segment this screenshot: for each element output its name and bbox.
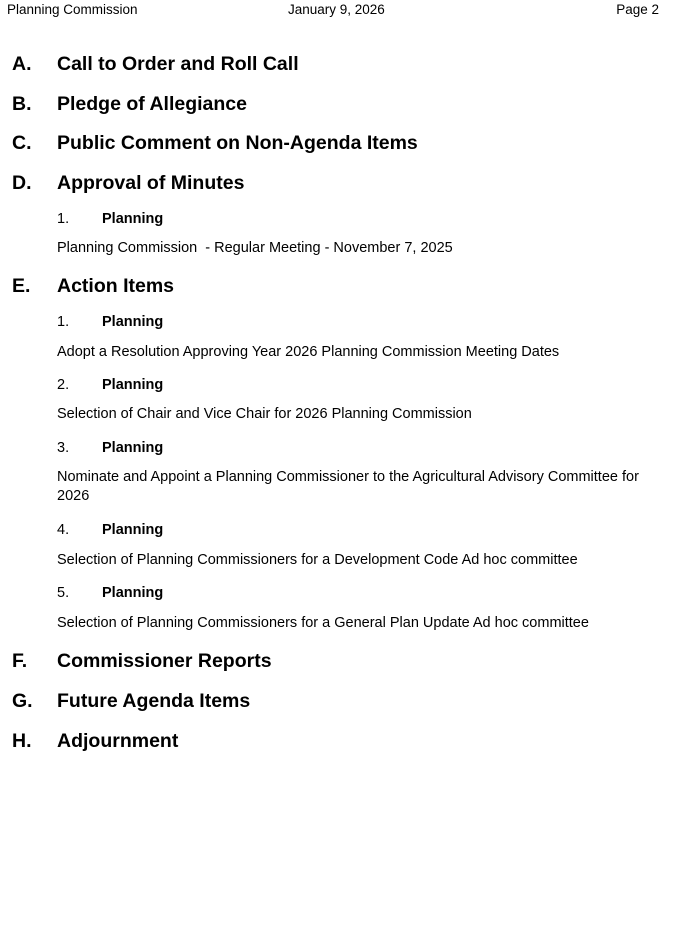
- section-approval-of-minutes: [0, 171, 680, 197]
- item-description: Planning Commission - Regular Meeting - November 7, 2025: [57, 240, 453, 256]
- item-number: 5.: [57, 585, 70, 601]
- item-description: Selection of Chair and Vice Chair for 2026 Planning Commission: [57, 406, 472, 422]
- section-title: Action Items: [57, 275, 175, 297]
- section-letter: E.: [12, 275, 31, 297]
- section-letter: B.: [12, 93, 32, 115]
- agenda-item-head: [0, 313, 680, 331]
- page-header: [0, 2, 680, 20]
- agenda-item-head: [0, 521, 680, 539]
- item-number: 4.: [57, 522, 70, 538]
- item-category: Planning: [102, 314, 164, 330]
- item-description: Selection of Planning Commissioners for a Development Code Ad hoc committee: [57, 552, 578, 568]
- section-letter: D.: [12, 172, 32, 194]
- section-title: Commissioner Reports: [57, 650, 272, 672]
- agenda-item-head: [0, 376, 680, 394]
- header-page-number: Page 2: [616, 2, 659, 17]
- agenda-item-head: [0, 439, 680, 457]
- section-public-comment: [0, 131, 680, 157]
- header-body-name: Planning Commission: [7, 2, 138, 17]
- section-action-items: [0, 274, 680, 300]
- item-category: Planning: [102, 377, 164, 393]
- section-letter: G.: [12, 690, 33, 712]
- agenda-item-head: [0, 584, 680, 602]
- section-pledge: [0, 92, 680, 118]
- item-category: Planning: [102, 585, 164, 601]
- section-letter: F.: [12, 650, 28, 672]
- item-category: Planning: [102, 522, 164, 538]
- agenda-item-head: [0, 210, 680, 228]
- item-number: 3.: [57, 440, 70, 456]
- item-description: Nominate and Appoint a Planning Commissioner to the Agricultural Advisory Committee for 2026: [57, 469, 639, 504]
- item-category: Planning: [102, 440, 164, 456]
- section-letter: H.: [12, 730, 32, 752]
- header-meeting-date: January 9, 2026: [288, 2, 385, 17]
- section-title: Call to Order and Roll Call: [57, 53, 299, 75]
- section-title: Adjournment: [57, 730, 179, 752]
- item-category: Planning: [102, 211, 164, 227]
- section-letter: A.: [12, 53, 32, 75]
- item-number: 1.: [57, 314, 70, 330]
- section-future-agenda-items: [0, 689, 680, 715]
- section-title: Pledge of Allegiance: [57, 93, 247, 115]
- section-title: Future Agenda Items: [57, 690, 251, 712]
- section-title: Public Comment on Non-Agenda Items: [57, 132, 418, 154]
- section-commissioner-reports: [0, 649, 680, 675]
- section-adjournment: [0, 729, 680, 755]
- section-call-to-order: [0, 52, 680, 78]
- section-title: Approval of Minutes: [57, 172, 245, 194]
- item-number: 2.: [57, 377, 70, 393]
- item-description: Selection of Planning Commissioners for a General Plan Update Ad hoc committee: [57, 615, 589, 631]
- section-letter: C.: [12, 132, 32, 154]
- item-number: 1.: [57, 211, 70, 227]
- item-description: Adopt a Resolution Approving Year 2026 Planning Commission Meeting Dates: [57, 344, 560, 360]
